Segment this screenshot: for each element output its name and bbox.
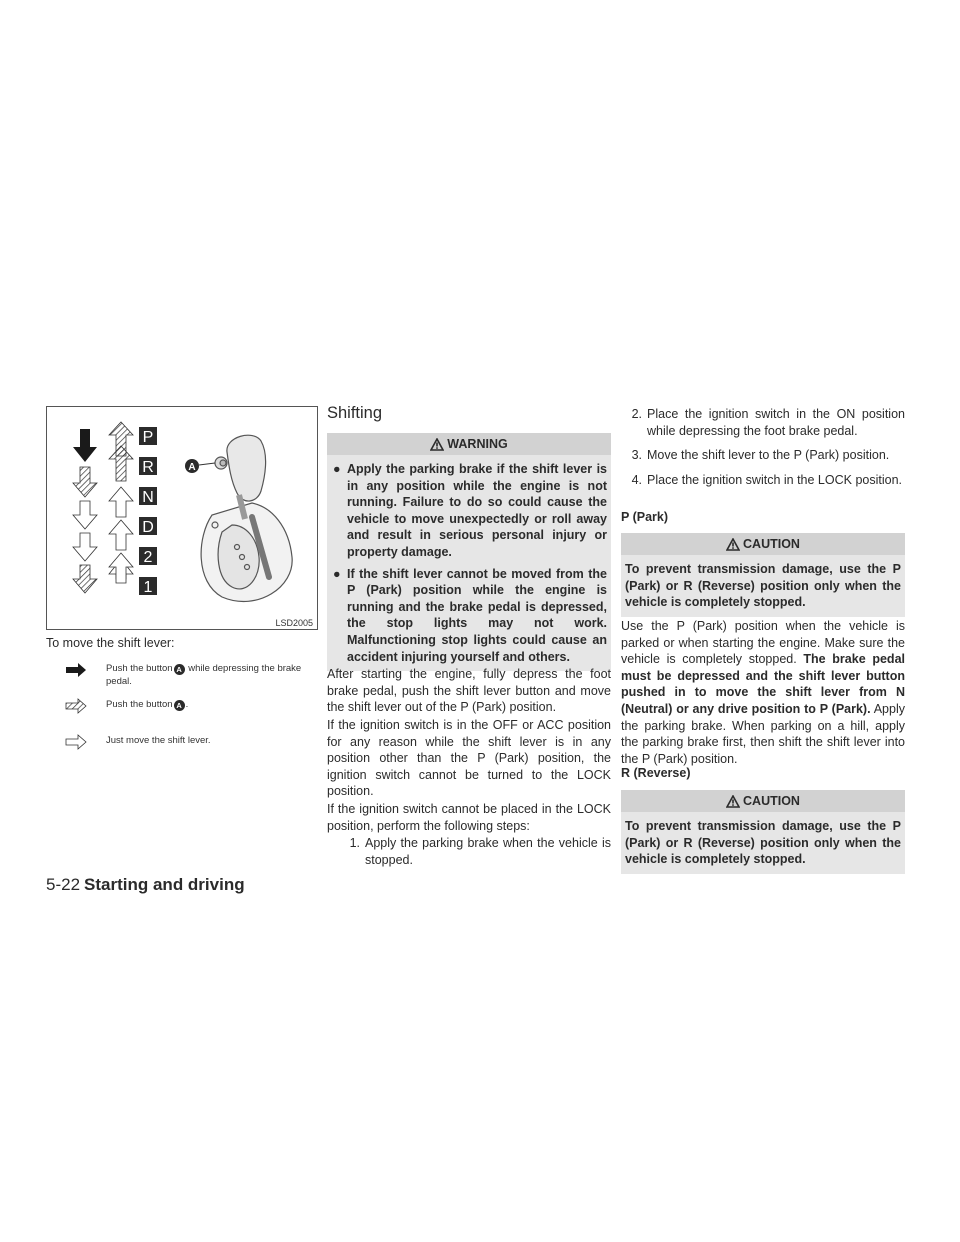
subhead-park: P (Park) (621, 510, 669, 524)
warning-box (327, 433, 611, 671)
arrow-hatched-up (109, 446, 133, 481)
arrow-outline-up (109, 520, 133, 550)
step-number: 3. (631, 448, 642, 462)
gear-label-2: 2 (143, 549, 153, 566)
paragraph-park (621, 618, 905, 767)
bullet-dot: ● (333, 462, 341, 476)
arrow-outline-down (73, 533, 97, 561)
step-text: Place the ignition switch in the ON position while depressing the foot brake pedal. (647, 407, 905, 438)
step-3 (627, 447, 905, 464)
warning-body (327, 455, 611, 671)
caution-header (621, 533, 905, 555)
step-text: Place the ignition switch in the LOCK position. (647, 473, 902, 487)
caution-body: To prevent transmission damage, use the P (Park) or R (Reverse) position only when the vehicle is completely stopped. (625, 819, 901, 867)
legend-item-outline (60, 734, 318, 750)
button-a-badge: A (174, 664, 185, 675)
warning-header (327, 433, 611, 455)
gear-label-d: D (142, 519, 154, 536)
legend-text: Just move the shift lever. (106, 735, 211, 746)
legend-text-part: Push the button (106, 699, 173, 710)
warning-triangle-icon (726, 795, 740, 808)
caution-body: To prevent transmission damage, use the P (Park) or R (Reverse) position only when the vehicle is completely stopped. (625, 562, 901, 610)
legend-text (106, 698, 188, 711)
subhead-reverse: R (Reverse) (621, 766, 691, 780)
arrow-hatched-down (73, 467, 97, 497)
caution-label: CAUTION (743, 537, 800, 551)
legend-item-hatched (60, 698, 318, 714)
park-text-end: Apply the parking brake. When parking on a hill, apply the parking brake first, then shift the shift lever into the P (Park) position. (621, 701, 905, 766)
solid-arrow-icon (60, 662, 106, 678)
outline-arrow-icon (60, 734, 106, 750)
warning-bullet-text: Apply the parking brake if the shift lever is in any position while the engine is not running. Failure to do so could cause the vehicle to move unexpectedly or roll away and result in serious personal injury or property damage. (347, 462, 607, 559)
step-number: 1. (349, 836, 360, 850)
page-footer (46, 875, 245, 895)
page-number: 5-22 (46, 875, 81, 894)
legend-text-part: while depressing the brake pedal. (106, 663, 302, 687)
park-text-bold: The brake pedal must be depressed and the shift lever button pushed in to move the shift lever from N (Neutral) or any drive position to P (Park). (621, 652, 905, 716)
step-text: Apply the parking brake when the vehicle is stopped. (365, 836, 611, 867)
warning-triangle-icon (726, 538, 740, 551)
gear-position-labels (139, 427, 157, 596)
shift-lever-drawing (201, 435, 292, 601)
legend-title: To move the shift lever: (46, 636, 175, 650)
step-2 (627, 406, 905, 439)
step-number: 2. (631, 407, 642, 421)
bullet-dot: ● (333, 566, 341, 581)
paragraph-after-starting: After starting the engine, fully depress the foot brake pedal, push the shift lever button and move the shift lever out of the P (Park) position. (327, 667, 611, 715)
gear-label-r: R (142, 459, 154, 476)
warning-label: WARNING (447, 437, 508, 451)
shift-lever-figure (46, 406, 318, 630)
section-title-shifting: Shifting (327, 404, 383, 422)
arrow-solid-down (73, 429, 97, 462)
paragraph-ignition-off: If the ignition switch is in the OFF or ACC position for any reason while the shift lever is in any position other than the P (Park) position, the ignition switch cannot be turned to the LOCK position. (327, 718, 611, 799)
arrow-hatched-down (73, 565, 97, 593)
legend-text-part: Push the button (106, 663, 173, 674)
legend-text-part: . (185, 699, 189, 710)
caution-box-park (621, 533, 905, 617)
shift-pattern-illustration (47, 407, 317, 629)
callout-a-label: A (188, 462, 196, 473)
step-4 (627, 472, 905, 489)
warning-bullet-text: If the shift lever cannot be moved from the P (Park) position while the engine is running and the brake pedal is depressed, the stop lights may not work. Malfunctioning stop lights could cause an accident injuring yourself and others. (347, 566, 607, 664)
park-text-start: Use the P (Park) position when the vehicle is parked or when starting the engine. Make sure the vehicle is completely stopped. (621, 619, 905, 667)
caution-box-reverse (621, 790, 905, 874)
gear-label-p: P (142, 429, 154, 446)
button-a-badge: A (174, 700, 185, 711)
arrow-outline-up (109, 487, 133, 517)
step-number: 4. (631, 473, 642, 487)
legend-item-solid (60, 662, 318, 688)
paragraph-cannot-lock: If the ignition switch cannot be placed in the LOCK position, perform the following steps: (327, 802, 611, 833)
gear-label-n: N (142, 489, 154, 506)
caution-header (621, 790, 905, 812)
hatched-arrow-icon (60, 698, 106, 714)
arrow-outline-up (109, 553, 133, 583)
step-text: Move the shift lever to the P (Park) position. (647, 448, 890, 462)
chapter-title: Starting and driving (84, 875, 245, 894)
callout-leader-line (199, 463, 215, 465)
gear-label-1: 1 (143, 579, 153, 596)
warning-bullet (331, 461, 607, 561)
arrow-outline-down (73, 501, 97, 529)
legend-text (106, 662, 318, 688)
step-1 (345, 835, 611, 868)
warning-bullet (331, 566, 607, 666)
figure-code: LSD2005 (275, 618, 313, 628)
caution-label: CAUTION (743, 794, 800, 808)
warning-triangle-icon (430, 438, 444, 451)
